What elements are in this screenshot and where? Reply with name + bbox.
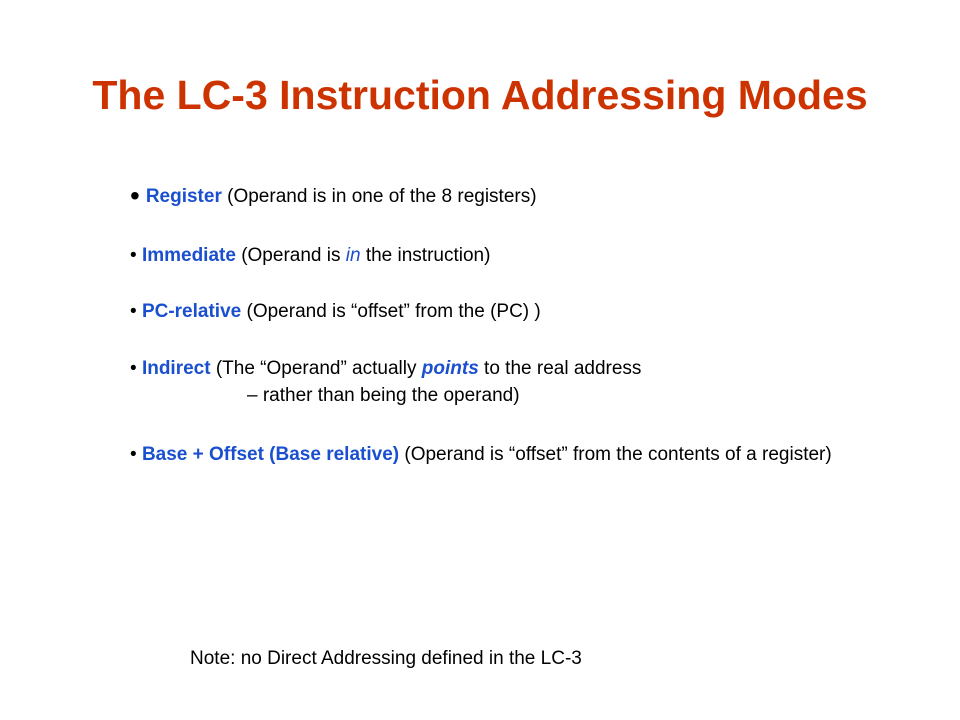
emph-points: points <box>421 358 479 379</box>
footnote: Note: no Direct Addressing defined in the LC-3 <box>190 648 582 669</box>
desc-pc-relative: (Operand is “offset” from the (PC) ) <box>241 301 541 322</box>
term-register: Register <box>145 186 222 207</box>
desc-immediate-before: (Operand is <box>235 245 346 266</box>
desc-indirect-before: (The “Operand” actually <box>210 358 422 379</box>
term-immediate: Immediate <box>141 245 236 266</box>
bullet-icon: • <box>130 301 137 322</box>
bullet-icon: • <box>130 245 137 266</box>
desc-immediate-after: the instruction) <box>360 245 491 266</box>
list-item-immediate <box>130 242 490 269</box>
desc-indirect-line2: – rather than being the operand) <box>247 385 520 406</box>
list-item-pc-relative <box>130 298 541 325</box>
bullet-icon: • <box>130 180 140 211</box>
term-pc-relative: PC-relative <box>141 301 242 322</box>
term-base-offset: Base + Offset (Base relative) <box>141 444 400 465</box>
list-item-register <box>130 182 537 210</box>
emph-in: in <box>345 245 361 266</box>
bullet-icon: • <box>130 358 137 379</box>
bullet-icon: • <box>130 444 137 465</box>
desc-indirect-after: to the real address <box>478 358 642 379</box>
slide-title: The LC-3 Instruction Addressing Modes <box>92 72 868 118</box>
desc-base-offset: (Operand is “offset” from the contents of a register) <box>399 444 832 465</box>
list-item-indirect <box>130 355 641 409</box>
desc-register: (Operand is in one of the 8 registers) <box>221 186 537 207</box>
term-indirect: Indirect <box>141 358 211 379</box>
list-item-base-offset <box>130 441 930 468</box>
